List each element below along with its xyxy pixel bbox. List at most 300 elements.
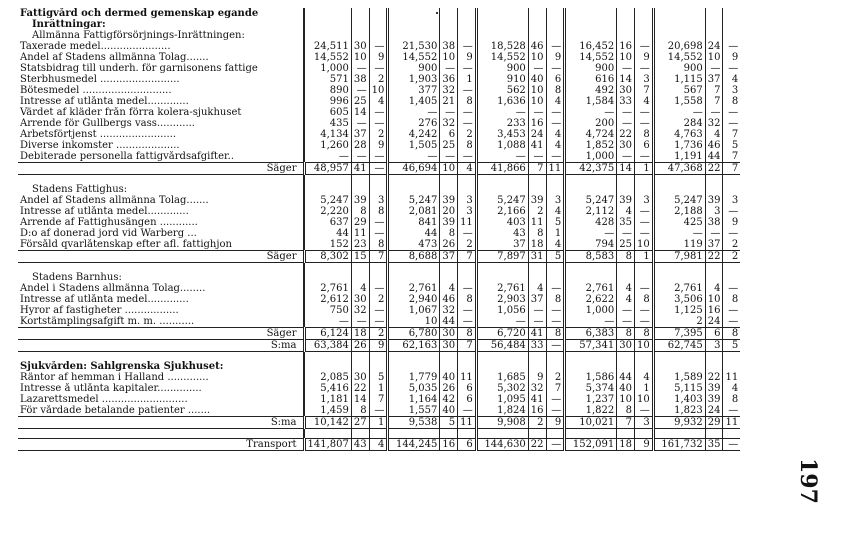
amount-runstycken: 5 <box>723 340 740 352</box>
amount-skilling: 30 <box>351 372 369 383</box>
row-label: Intresse af utlånta medel............. <box>20 96 189 107</box>
amount-skilling: — <box>617 107 635 118</box>
amount-riksdaler: 1,237 <box>565 394 617 405</box>
amount-riksdaler: 10,142 <box>304 417 351 429</box>
amount-runstycken: — <box>635 41 654 52</box>
amount-skilling <box>617 184 635 195</box>
amount-riksdaler: 21,530 <box>388 41 440 52</box>
amount-runstycken: 4 <box>546 239 565 251</box>
amount-riksdaler: 2,761 <box>388 283 440 294</box>
amount-skilling: 41 <box>528 328 546 340</box>
amount-skilling: 10 <box>351 52 369 63</box>
amount-runstycken <box>369 272 388 283</box>
amount-riksdaler: 1,403 <box>653 394 705 405</box>
amount-skilling: 7 <box>528 163 546 175</box>
amount-runstycken: — <box>546 439 565 451</box>
amount-skilling: 16 <box>617 41 635 52</box>
amount-runstycken: — <box>458 305 477 316</box>
amount-riksdaler: 9,908 <box>476 417 528 429</box>
amount-runstycken: 7 <box>723 151 740 163</box>
amount-skilling: 7 <box>705 85 723 96</box>
amount-riksdaler: — <box>653 107 705 118</box>
row-label: Försåld qvarlåtenskap efter afl. fattighjon <box>20 239 232 250</box>
amount-runstycken: 4 <box>635 96 654 107</box>
amount-skilling: 4 <box>705 129 723 140</box>
amount-skilling <box>705 8 723 19</box>
amount-riksdaler: 3,506 <box>653 294 705 305</box>
amount-riksdaler: 8,583 <box>565 251 617 263</box>
amount-runstycken: 4 <box>546 206 565 217</box>
amount-skilling: 24 <box>705 316 723 328</box>
amount-runstycken <box>635 184 654 195</box>
amount-runstycken: 2 <box>723 239 740 251</box>
row-label: Taxerade medel...................... <box>20 41 171 52</box>
row-label: Arrende af Fattighusängen ............ <box>20 217 198 228</box>
amount-skilling: 40 <box>528 74 546 85</box>
amount-runstycken: — <box>723 63 740 74</box>
amount-riksdaler: 605 <box>304 107 351 118</box>
amount-skilling <box>705 19 723 30</box>
amount-riksdaler <box>653 272 705 283</box>
amount-skilling: 7 <box>705 96 723 107</box>
amount-riksdaler <box>388 361 440 372</box>
section-gap <box>18 429 740 439</box>
amount-riksdaler: 403 <box>476 217 528 228</box>
amount-riksdaler: 428 <box>565 217 617 228</box>
amount-riksdaler: 200 <box>565 118 617 129</box>
amount-runstycken: 4 <box>546 140 565 151</box>
amount-runstycken: — <box>546 394 565 405</box>
amount-runstycken: — <box>723 206 740 217</box>
amount-skilling: 38 <box>705 217 723 228</box>
amount-runstycken: 3 <box>723 85 740 96</box>
amount-riksdaler: 18,528 <box>476 41 528 52</box>
amount-skilling <box>617 8 635 19</box>
amount-riksdaler <box>565 184 617 195</box>
amount-riksdaler: 44 <box>388 228 440 239</box>
amount-runstycken <box>458 8 477 19</box>
amount-runstycken: 9 <box>369 340 388 352</box>
amount-runstycken: 4 <box>369 439 388 451</box>
amount-skilling: 10 <box>705 52 723 63</box>
heading-row <box>18 184 740 195</box>
amount-riksdaler: 5,247 <box>304 195 351 206</box>
amount-skilling: 10 <box>440 52 458 63</box>
amount-runstycken: 3 <box>369 195 388 206</box>
amount-skilling: — <box>705 63 723 74</box>
amount-runstycken: 4 <box>723 383 740 394</box>
amount-riksdaler: 2,166 <box>476 206 528 217</box>
amount-riksdaler: 435 <box>304 118 351 129</box>
amount-riksdaler: 2,085 <box>304 372 351 383</box>
sum-row <box>18 163 740 175</box>
amount-riksdaler: 2,612 <box>304 294 351 305</box>
amount-skilling: 22 <box>528 439 546 451</box>
amount-runstycken: 1 <box>635 383 654 394</box>
ledger-row <box>18 74 740 85</box>
amount-runstycken: 9 <box>723 217 740 228</box>
amount-skilling: 44 <box>617 372 635 383</box>
amount-riksdaler: 900 <box>388 63 440 74</box>
amount-riksdaler: 4,763 <box>653 129 705 140</box>
amount-runstycken <box>635 8 654 19</box>
amount-riksdaler: — <box>388 107 440 118</box>
amount-riksdaler: 276 <box>388 118 440 129</box>
amount-riksdaler: 48,957 <box>304 163 351 175</box>
amount-skilling: 16 <box>705 305 723 316</box>
amount-runstycken: — <box>369 228 388 239</box>
amount-skilling: 14 <box>351 107 369 118</box>
amount-runstycken: 9 <box>369 52 388 63</box>
amount-riksdaler: 56,484 <box>476 340 528 352</box>
amount-riksdaler: 1,852 <box>565 140 617 151</box>
amount-skilling: — <box>705 107 723 118</box>
amount-riksdaler: 900 <box>565 63 617 74</box>
amount-riksdaler: 1,000 <box>304 63 351 74</box>
amount-skilling: 4 <box>617 206 635 217</box>
accounts-ledger-table <box>18 8 740 451</box>
amount-runstycken: — <box>546 340 565 352</box>
amount-riksdaler: — <box>565 107 617 118</box>
amount-skilling: 39 <box>440 217 458 228</box>
amount-runstycken: 2 <box>369 294 388 305</box>
ledger-row <box>18 52 740 63</box>
amount-skilling <box>440 30 458 41</box>
amount-riksdaler <box>388 19 440 30</box>
amount-runstycken: — <box>369 405 388 417</box>
amount-riksdaler: 571 <box>304 74 351 85</box>
amount-skilling: 30 <box>351 294 369 305</box>
amount-riksdaler: 1,067 <box>388 305 440 316</box>
amount-runstycken: 2 <box>458 129 477 140</box>
amount-skilling: 32 <box>528 383 546 394</box>
amount-riksdaler: 1,589 <box>653 372 705 383</box>
amount-riksdaler: 7,395 <box>653 328 705 340</box>
amount-riksdaler: 24,511 <box>304 41 351 52</box>
amount-runstycken: 1 <box>369 417 388 429</box>
amount-skilling <box>528 184 546 195</box>
amount-riksdaler: 62,745 <box>653 340 705 352</box>
amount-skilling: — <box>617 305 635 316</box>
ledger-row <box>18 239 740 251</box>
amount-riksdaler <box>565 19 617 30</box>
amount-riksdaler <box>653 8 705 19</box>
amount-runstycken <box>369 30 388 41</box>
row-label: Värdet af kläder från förra kolera-sjukhuset <box>20 107 242 118</box>
amount-runstycken: 7 <box>458 340 477 352</box>
amount-skilling: 8 <box>617 328 635 340</box>
amount-skilling <box>351 361 369 372</box>
amount-riksdaler: 14,552 <box>565 52 617 63</box>
amount-skilling: 39 <box>705 383 723 394</box>
amount-skilling: — <box>528 107 546 118</box>
amount-riksdaler: 425 <box>653 217 705 228</box>
ledger-row <box>18 195 740 206</box>
amount-riksdaler: 44 <box>304 228 351 239</box>
amount-runstycken: 6 <box>458 439 477 451</box>
amount-runstycken: 4 <box>546 96 565 107</box>
amount-runstycken: 8 <box>723 394 740 405</box>
amount-riksdaler: 6,383 <box>565 328 617 340</box>
amount-runstycken: — <box>369 41 388 52</box>
amount-runstycken: 5 <box>369 372 388 383</box>
amount-skilling: 28 <box>351 140 369 151</box>
amount-riksdaler: 1,779 <box>388 372 440 383</box>
amount-skilling: 25 <box>351 96 369 107</box>
amount-riksdaler <box>304 184 351 195</box>
ledger-row <box>18 383 740 394</box>
ledger-row <box>18 151 740 163</box>
amount-runstycken: — <box>546 63 565 74</box>
row-label: Transport <box>18 439 304 451</box>
amount-skilling: 10 <box>440 163 458 175</box>
amount-runstycken <box>546 30 565 41</box>
ledger-row <box>18 63 740 74</box>
amount-skilling: 22 <box>617 129 635 140</box>
amount-riksdaler: — <box>304 316 351 328</box>
ledger-row <box>18 96 740 107</box>
amount-skilling: 30 <box>617 140 635 151</box>
amount-riksdaler <box>476 272 528 283</box>
amount-runstycken <box>546 361 565 372</box>
ledger-row <box>18 405 740 417</box>
row-label: Stadens Barnhus: <box>32 272 122 283</box>
amount-runstycken <box>635 19 654 30</box>
row-label: Säger <box>18 163 304 175</box>
row-label: Intresse af utlånta medel............. <box>20 294 189 305</box>
row-label: Lazarettsmedel ........................... <box>20 394 188 405</box>
amount-runstycken: 8 <box>369 239 388 251</box>
amount-runstycken: 2 <box>458 239 477 251</box>
amount-riksdaler <box>388 272 440 283</box>
amount-skilling: 6 <box>705 328 723 340</box>
amount-runstycken <box>369 19 388 30</box>
amount-runstycken: 4 <box>369 96 388 107</box>
amount-skilling: 26 <box>440 383 458 394</box>
amount-riksdaler: 2,761 <box>565 283 617 294</box>
amount-riksdaler <box>304 272 351 283</box>
amount-riksdaler: — <box>565 316 617 328</box>
amount-runstycken: — <box>369 151 388 163</box>
amount-riksdaler: 1,115 <box>653 74 705 85</box>
amount-skilling <box>440 272 458 283</box>
amount-runstycken: — <box>458 228 477 239</box>
amount-riksdaler: 5,035 <box>388 383 440 394</box>
amount-riksdaler: 5,247 <box>653 195 705 206</box>
amount-riksdaler: 1,586 <box>565 372 617 383</box>
amount-skilling: — <box>528 316 546 328</box>
amount-runstycken: 1 <box>458 74 477 85</box>
row-label: Arrende för Gullbergs vass............ <box>20 118 195 129</box>
amount-skilling: 38 <box>351 74 369 85</box>
amount-skilling: 10 <box>528 96 546 107</box>
amount-runstycken: — <box>369 316 388 328</box>
amount-runstycken: — <box>635 405 654 417</box>
amount-riksdaler: 14,552 <box>304 52 351 63</box>
row-label: Andel af Stadens allmänna Tolag....... <box>20 52 209 63</box>
amount-skilling: — <box>617 228 635 239</box>
amount-riksdaler: 8,302 <box>304 251 351 263</box>
amount-riksdaler: 616 <box>565 74 617 85</box>
amount-riksdaler: 47,368 <box>653 163 705 175</box>
amount-runstycken: 11 <box>723 417 740 429</box>
amount-skilling: 37 <box>528 294 546 305</box>
amount-riksdaler: 6,124 <box>304 328 351 340</box>
amount-riksdaler <box>476 30 528 41</box>
amount-skilling: 46 <box>528 41 546 52</box>
amount-runstycken: 1 <box>546 228 565 239</box>
amount-runstycken: — <box>723 228 740 239</box>
amount-skilling: — <box>617 63 635 74</box>
amount-skilling: 16 <box>528 118 546 129</box>
amount-runstycken: 8 <box>635 129 654 140</box>
amount-skilling: 37 <box>705 239 723 251</box>
amount-runstycken: 10 <box>635 394 654 405</box>
amount-skilling: 24 <box>528 129 546 140</box>
amount-riksdaler: 5,115 <box>653 383 705 394</box>
sum-row <box>18 417 740 429</box>
amount-riksdaler: 63,384 <box>304 340 351 352</box>
amount-riksdaler: 5,302 <box>476 383 528 394</box>
amount-runstycken: 2 <box>546 372 565 383</box>
amount-riksdaler: 4,724 <box>565 129 617 140</box>
amount-skilling: 8 <box>351 206 369 217</box>
amount-riksdaler: 996 <box>304 96 351 107</box>
row-label: Andel i Stadens allmänna Tolag........ <box>20 283 206 294</box>
amount-runstycken: — <box>635 316 654 328</box>
amount-riksdaler: 637 <box>304 217 351 228</box>
amount-runstycken: 4 <box>635 372 654 383</box>
amount-skilling: 26 <box>351 340 369 352</box>
amount-skilling: 8 <box>617 405 635 417</box>
amount-runstycken: 1 <box>369 383 388 394</box>
heading-row <box>18 8 740 19</box>
amount-skilling: 4 <box>617 283 635 294</box>
amount-riksdaler: 473 <box>388 239 440 251</box>
amount-skilling <box>351 30 369 41</box>
amount-skilling: — <box>440 107 458 118</box>
amount-runstycken: 3 <box>635 417 654 429</box>
amount-runstycken: — <box>723 283 740 294</box>
amount-riksdaler: 1,125 <box>653 305 705 316</box>
amount-runstycken: 9 <box>458 52 477 63</box>
ledger-row <box>18 228 740 239</box>
amount-skilling: 30 <box>440 328 458 340</box>
amount-runstycken: 3 <box>723 195 740 206</box>
amount-runstycken <box>546 184 565 195</box>
amount-runstycken: 6 <box>546 74 565 85</box>
amount-riksdaler: 1,181 <box>304 394 351 405</box>
amount-riksdaler: 2,761 <box>653 283 705 294</box>
row-label: Intresse å utlånta kapitaler.............. <box>20 383 202 394</box>
amount-riksdaler <box>476 184 528 195</box>
amount-riksdaler: 20,698 <box>653 41 705 52</box>
amount-runstycken: 4 <box>546 129 565 140</box>
amount-runstycken: 8 <box>546 85 565 96</box>
amount-runstycken: — <box>458 41 477 52</box>
amount-riksdaler: 144,245 <box>388 439 440 451</box>
amount-riksdaler: 37 <box>476 239 528 251</box>
amount-runstycken: 8 <box>458 328 477 340</box>
amount-runstycken: — <box>369 283 388 294</box>
amount-runstycken <box>458 30 477 41</box>
amount-skilling: 3 <box>705 206 723 217</box>
amount-skilling: — <box>617 118 635 129</box>
amount-runstycken: — <box>369 163 388 175</box>
ledger-row <box>18 140 740 151</box>
amount-riksdaler: 1,685 <box>476 372 528 383</box>
amount-runstycken: 1 <box>635 163 654 175</box>
row-label: Säger <box>18 328 304 340</box>
amount-riksdaler: 7,897 <box>476 251 528 263</box>
row-label: Diverse inkomster .................... <box>20 140 180 151</box>
amount-riksdaler: 1,903 <box>388 74 440 85</box>
amount-riksdaler: 1,824 <box>476 405 528 417</box>
amount-riksdaler: — <box>476 316 528 328</box>
amount-riksdaler <box>653 361 705 372</box>
amount-skilling: 7 <box>617 417 635 429</box>
amount-skilling: — <box>351 118 369 129</box>
amount-runstycken: — <box>369 118 388 129</box>
amount-runstycken: — <box>635 228 654 239</box>
amount-runstycken: 11 <box>458 417 477 429</box>
amount-skilling <box>705 184 723 195</box>
amount-skilling: 4 <box>440 283 458 294</box>
amount-riksdaler: 2 <box>653 316 705 328</box>
amount-runstycken: 9 <box>546 417 565 429</box>
amount-runstycken <box>723 19 740 30</box>
amount-riksdaler: 910 <box>476 74 528 85</box>
amount-runstycken: — <box>723 316 740 328</box>
amount-runstycken: 8 <box>723 328 740 340</box>
amount-runstycken: 7 <box>458 251 477 263</box>
amount-skilling <box>617 30 635 41</box>
amount-runstycken: — <box>546 118 565 129</box>
amount-skilling: 10 <box>528 52 546 63</box>
amount-skilling: 33 <box>617 96 635 107</box>
heading-row <box>18 19 740 30</box>
amount-riksdaler: — <box>388 151 440 163</box>
amount-runstycken <box>723 272 740 283</box>
amount-riksdaler <box>565 8 617 19</box>
amount-runstycken: — <box>635 151 654 163</box>
amount-skilling: 39 <box>528 195 546 206</box>
amount-skilling: 35 <box>705 439 723 451</box>
amount-skilling: 22 <box>705 372 723 383</box>
amount-riksdaler: 562 <box>476 85 528 96</box>
amount-runstycken: 8 <box>458 96 477 107</box>
amount-skilling: 44 <box>440 316 458 328</box>
amount-skilling: 2 <box>528 206 546 217</box>
amount-skilling: — <box>705 228 723 239</box>
amount-runstycken: 6 <box>458 383 477 394</box>
amount-skilling: 30 <box>440 340 458 352</box>
amount-skilling <box>440 19 458 30</box>
amount-runstycken: — <box>546 41 565 52</box>
heading-row <box>18 272 740 283</box>
amount-runstycken: 5 <box>546 217 565 228</box>
row-label: För vårdade betalande patienter ....... <box>20 405 211 416</box>
amount-riksdaler: 41,866 <box>476 163 528 175</box>
amount-skilling: 39 <box>617 195 635 206</box>
amount-riksdaler: 1,823 <box>653 405 705 417</box>
amount-runstycken: 4 <box>723 74 740 85</box>
amount-skilling: — <box>528 151 546 163</box>
amount-runstycken: 10 <box>369 85 388 96</box>
ledger-row <box>18 316 740 328</box>
amount-riksdaler: 2,081 <box>388 206 440 217</box>
amount-skilling: 8 <box>528 228 546 239</box>
